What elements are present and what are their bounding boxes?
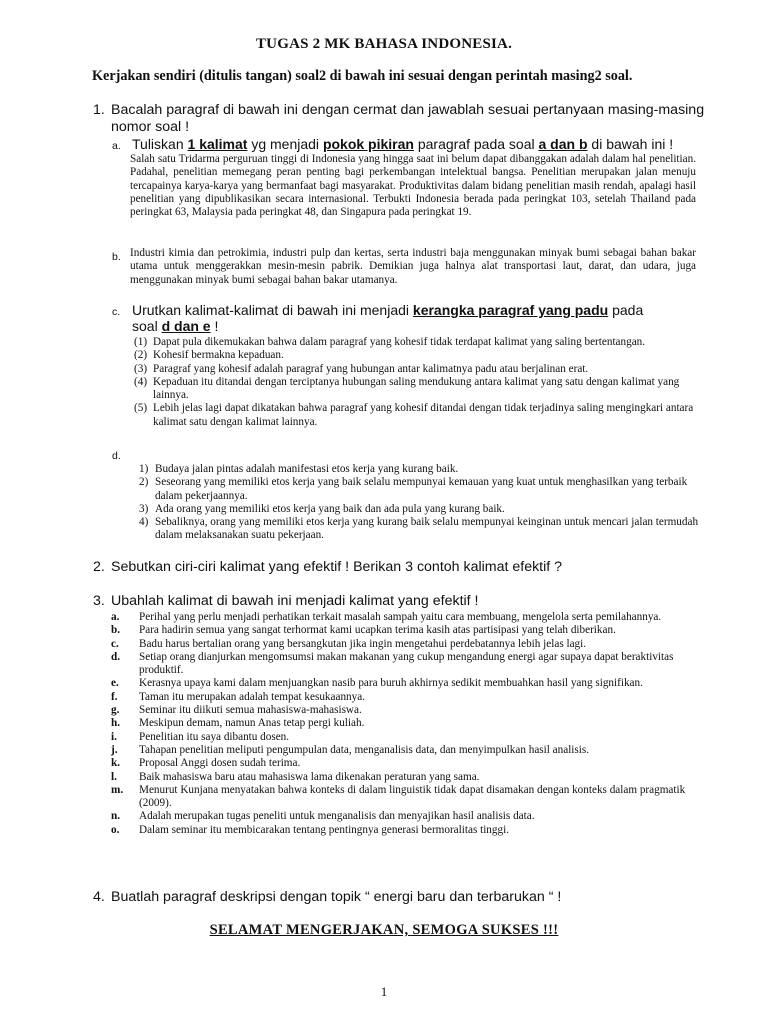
subquestion-text xyxy=(132,302,652,334)
list-item xyxy=(111,771,711,784)
list-item xyxy=(111,810,711,823)
list-item xyxy=(111,704,711,717)
text-segment: Urutkan kalimat-kalimat di bawah ini menjadi xyxy=(132,302,413,318)
emphasis-text: kerangka paragraf yang padu xyxy=(412,302,609,318)
item-marker: f. xyxy=(111,690,118,703)
subquestion-letter: b. xyxy=(112,251,121,263)
item-text: Dalam seminar itu membicarakan tentang pentingnya generasi bermoralitas tinggi. xyxy=(139,823,509,836)
text-segment: Tuliskan xyxy=(132,136,188,152)
list-item xyxy=(139,476,704,503)
item-text: Budaya jalan pintas adalah manifestasi etos kerja yang kurang baik. xyxy=(155,463,459,475)
list-item xyxy=(111,611,711,624)
sentence-list-c xyxy=(134,336,704,429)
sentence-list-3 xyxy=(111,611,711,837)
item-marker: (2) xyxy=(134,349,148,362)
item-text: Menurut Kunjana menyatakan bahwa konteks di dalam linguistik tidak dapat disamakan dengan konteks dalam pragmatik (2009). xyxy=(139,783,686,810)
item-marker: (1) xyxy=(134,336,148,348)
paragraph-a: Salah satu Tridarma perguruan tinggi di Indonesia yang hingga saat ini belum dapat dibanggakan adalah dalam hal penelitian. Padahal, penelitian memegang peran penting bagi perkembangan intelektual bangsa. Penelitian merupakan jalan menuju tercapainya karya-karya yang bermanfaat bagi masyarakat. Produktivitas dalam bidang penelitian masih rendah, apalagi hasil penelitian yang dipublikasikan secara internasional. Terbukti Indonesia berada pada peringkat 103, setelah Thailand pada peringkat 63, Malaysia pada peringkat 48, dan Singapura pada peringkat 19. xyxy=(130,153,696,219)
question-text: Bacalah paragraf di bawah ini dengan cermat dan jawablah sesuai pertanyaan masing-masing nomor soal ! xyxy=(111,102,705,135)
item-marker: 2) xyxy=(139,476,149,489)
emphasis-text: a dan b xyxy=(538,136,588,152)
item-marker: 4) xyxy=(139,516,149,529)
item-text: Proposal Anggi dosen sudah terima. xyxy=(139,757,301,770)
item-marker: l. xyxy=(111,770,117,783)
item-marker: n. xyxy=(111,810,121,823)
item-text: Taman itu merupakan adalah tempat kesukaannya. xyxy=(139,690,365,703)
item-marker: c. xyxy=(111,637,119,650)
text-segment: ! xyxy=(210,318,219,334)
question-number: 2. xyxy=(93,559,105,575)
list-item xyxy=(111,717,711,730)
list-item xyxy=(111,638,711,651)
emphasis-text: d dan e xyxy=(161,318,211,334)
item-marker: (4) xyxy=(134,375,148,388)
item-marker: m. xyxy=(111,783,124,796)
item-text: Paragraf yang kohesif adalah paragraf yang hubungan antar kalimatnya padu atau berjalinan erat. xyxy=(153,362,589,375)
sentence-list-d xyxy=(139,463,704,543)
item-marker: d. xyxy=(111,650,121,663)
list-item xyxy=(139,503,704,516)
item-text: Seseorang yang memiliki etos kerja yang baik selalu mempunyai kemauan yang kuat untuk menghasilkan yang terbaik dalam pekerjaannya. xyxy=(155,476,688,502)
text-segment: di bawah ini ! xyxy=(587,136,674,152)
item-text: Kepaduan itu ditandai dengan terciptanya hubungan saling mendukung antara kalimat yang satu dengan kalimat yang lainnya. xyxy=(153,375,680,402)
list-item xyxy=(111,757,711,770)
subquestion-text xyxy=(132,136,702,152)
item-text: Sebaliknya, orang yang memiliki etos kerja yang kurang baik selalu mempunyai keinginan untuk mencari jalan termudah dalam melaksanakan suatu pekerjaan. xyxy=(155,516,699,542)
item-marker: a. xyxy=(111,611,120,623)
list-item xyxy=(134,336,704,349)
item-text: Lebih jelas lagi dapat dikatakan bahwa paragraf yang kohesif ditandai dengan tidak terjadinya saling mengingkari antara kalimat satu dengan kalimat lainnya. xyxy=(153,402,694,428)
question-text: Ubahlah kalimat di bawah ini menjadi kalimat yang efektif ! xyxy=(111,593,479,609)
item-marker: o. xyxy=(111,823,120,836)
item-text: Badu harus bertalian orang yang bersangkutan jika ingin mengetahui perdebatannya lebih jelas lagi. xyxy=(139,637,587,650)
list-item xyxy=(111,784,711,811)
list-item xyxy=(134,349,704,362)
instruction: Kerjakan sendiri (ditulis tangan) soal2 di bawah ini sesuai dengan perintah masing2 soal. xyxy=(92,68,633,84)
page-title: TUGAS 2 MK BAHASA INDONESIA. xyxy=(255,36,513,52)
item-text: Adalah merupakan tugas peneliti untuk menganalisis dan menyajikan hasil analisis data. xyxy=(139,810,535,823)
item-marker: e. xyxy=(111,677,119,690)
emphasis-text: 1 kalimat xyxy=(187,136,248,152)
item-text: Perihal yang perlu menjadi perhatikan terkait masalah sampah yaitu cara membuang, mengelola serta pemilahannya. xyxy=(139,611,662,623)
item-text: Kerasnya upaya kami dalam menjuangkan nasib para buruh akhirnya sedikit membuahkan hasil yang signifikan. xyxy=(139,677,643,690)
item-text: Para hadirin semua yang sangat terhormat kami ucapkan terima kasih atas partisipasi yang telah diberikan. xyxy=(139,624,616,637)
list-item xyxy=(134,376,704,403)
item-marker: g. xyxy=(111,704,120,717)
list-item xyxy=(139,516,704,543)
item-text: Seminar itu diikuti semua mahasiswa-mahasiswa. xyxy=(139,704,362,717)
list-item xyxy=(111,691,711,704)
item-text: Meskipun demam, namun Anas tetap pergi kuliah. xyxy=(139,717,365,730)
paragraph-b: Industri kimia dan petrokimia, industri pulp dan kertas, serta industri baja menggunakan minyak bumi sebagai bahan bakar utama untuk menggerakkan mesin-mesin pabrik. Demikian juga halnya alat transportasi laut, darat, dan udara, juga menggunakan minyak bumi sebagai bahan bakar utamanya. xyxy=(130,247,696,286)
item-marker: b. xyxy=(111,624,121,637)
question-text: Sebutkan ciri-ciri kalimat yang efektif ! Berikan 3 contoh kalimat efektif ? xyxy=(111,559,563,575)
text-segment: yg menjadi xyxy=(247,136,323,152)
text-segment: pada soal xyxy=(132,302,644,334)
item-text: Baik mahasiswa baru atau mahasiswa lama dikenakan peraturan yang sama. xyxy=(139,770,480,783)
item-marker: 1) xyxy=(139,463,149,475)
item-text: Tahapan penelitian meliputi pengumpulan data, menganalisis data, dan menyimpulkan hasil analisis. xyxy=(139,743,590,756)
item-text: Setiap orang dianjurkan mengomsumsi makan makanan yang cukup mengandung energi agar supaya dapat beraktivitas produktif. xyxy=(139,650,674,677)
closing-message: SELAMAT MENGERJAKAN, SEMOGA SUKSES !!! xyxy=(209,922,559,938)
item-marker: h. xyxy=(111,717,121,730)
question-number: 1. xyxy=(93,102,105,118)
item-marker: 3) xyxy=(139,502,149,515)
list-item xyxy=(111,824,711,837)
item-marker: (5) xyxy=(134,402,148,415)
question-text: Buatlah paragraf deskripsi dengan topik “ energi baru dan terbarukan “ ! xyxy=(111,889,562,905)
item-text: Penelitian itu saya dibantu dosen. xyxy=(139,730,290,743)
list-item xyxy=(139,463,704,476)
list-item xyxy=(111,744,711,757)
item-marker: j. xyxy=(111,743,118,756)
subquestion-d-letter: d. xyxy=(112,450,121,462)
list-item xyxy=(111,624,711,637)
item-marker: (3) xyxy=(134,362,148,375)
subquestion-letter: a. xyxy=(112,140,121,152)
item-text: Dapat pula dikemukakan bahwa dalam paragraf yang kohesif tidak terdapat kalimat yang saling bertentangan. xyxy=(153,336,646,348)
list-item xyxy=(111,677,711,690)
item-marker: k. xyxy=(111,757,121,770)
text-segment: paragraf pada soal xyxy=(413,136,539,152)
emphasis-text: pokok pikiran xyxy=(322,136,414,152)
item-text: Ada orang yang memiliki etos kerja yang baik dan ada pula yang kurang baik. xyxy=(155,502,505,515)
item-text: Kohesif bermakna kepaduan. xyxy=(153,349,284,362)
list-item xyxy=(111,731,711,744)
question-number: 3. xyxy=(93,593,105,609)
list-item xyxy=(134,402,704,429)
item-marker: i. xyxy=(111,730,117,743)
list-item xyxy=(134,363,704,376)
subquestion-letter: c. xyxy=(112,306,121,318)
question-number: 4. xyxy=(93,889,105,905)
page-number: 1 xyxy=(380,984,388,999)
list-item xyxy=(111,651,711,678)
